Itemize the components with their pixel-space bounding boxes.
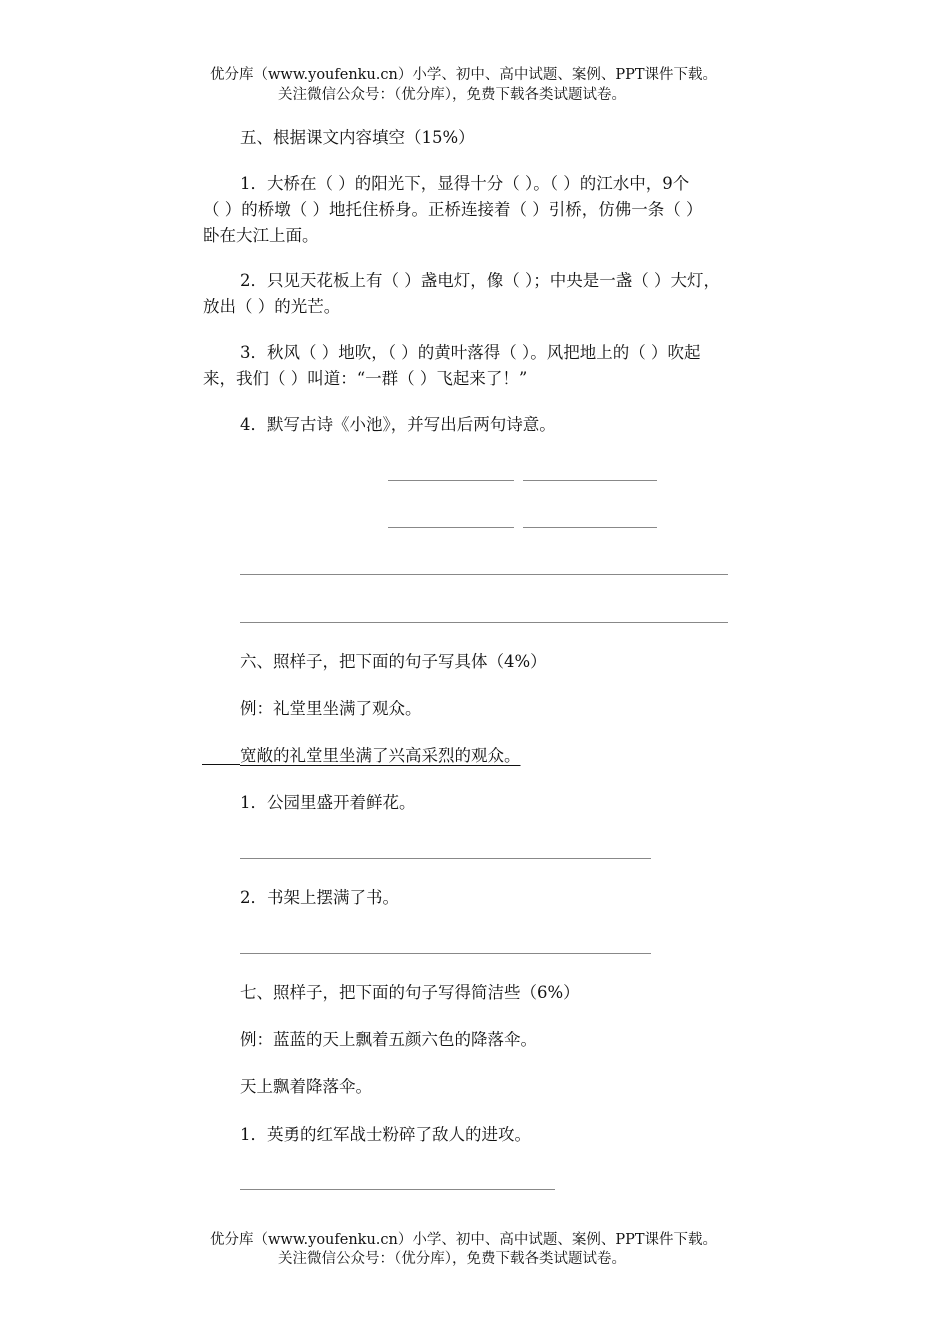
s6-example-answer-row — [202, 745, 521, 767]
header-line-2: 关注微信公众号：（优分库），免费下载各类试题试卷。 — [278, 87, 626, 103]
s6-example: 例：礼堂里坐满了观众。 — [240, 699, 422, 718]
s5-q2-line1: 2．只见天花板上有（ ）盏电灯，像（ ）；中央是一盏（ ）大灯， — [240, 271, 720, 290]
section-5-title: 五、根据课文内容填空（15%） — [240, 128, 475, 147]
s6-example-answer: 宽敞的礼堂里坐满了兴高采烈的观众。 — [240, 746, 521, 765]
poem-line-2a[interactable] — [388, 527, 514, 528]
s5-q3-line1: 3．秋风（ ）地吹，（ ）的黄叶落得（ ）。风把地上的（ ）吹起 — [240, 343, 701, 362]
s5-q1-line2: （ ）的桥墩（ ）地托住桥身。正桥连接着（ ）引桥，仿佛一条（ ） — [203, 200, 703, 219]
s6-example-answer-lead-underline — [202, 763, 240, 765]
s7-example-answer: 天上飘着降落伞。 — [240, 1077, 372, 1096]
poem-line-1a[interactable] — [388, 480, 514, 481]
s5-q3-line2: 来，我们（ ）叫道：“一群（ ）飞起来了！” — [203, 369, 528, 388]
s6-q2-answer-line[interactable] — [240, 953, 651, 954]
header-line-1: 优分库（www.youfenku.cn）小学、初中、高中试题、案例、PPT课件下载。 — [210, 67, 718, 83]
s7-q1-answer-line[interactable] — [240, 1189, 555, 1190]
section-6-title: 六、照样子，把下面的句子写具体（4%） — [240, 652, 547, 671]
s5-q4: 4．默写古诗《小池》，并写出后两句诗意。 — [240, 415, 556, 434]
s7-q1: 1．英勇的红军战士粉碎了敌人的进攻。 — [240, 1125, 531, 1144]
s7-example: 例：蓝蓝的天上飘着五颜六色的降落伞。 — [240, 1030, 537, 1049]
footer-line-1: 优分库（www.youfenku.cn）小学、初中、高中试题、案例、PPT课件下载。 — [210, 1232, 718, 1248]
s5-q2-line2: 放出（ ）的光芒。 — [203, 297, 341, 316]
s6-q1-answer-line[interactable] — [240, 858, 651, 859]
poem-line-1b[interactable] — [523, 480, 657, 481]
poem-line-2b[interactable] — [523, 527, 657, 528]
section-7-title: 七、照样子，把下面的句子写得简洁些（6%） — [240, 983, 580, 1002]
s5-q1-line3: 卧在大江上面。 — [203, 226, 319, 245]
poem-meaning-line-1[interactable] — [240, 574, 728, 575]
s5-q1-line1: 1．大桥在（ ）的阳光下，显得十分（ ）。（ ）的江水中，9个 — [240, 174, 690, 193]
footer-line-2: 关注微信公众号：（优分库），免费下载各类试题试卷。 — [278, 1251, 626, 1267]
poem-meaning-line-2[interactable] — [240, 622, 728, 623]
s6-q2: 2．书架上摆满了书。 — [240, 888, 399, 907]
s6-q1: 1．公园里盛开着鲜花。 — [240, 793, 416, 812]
